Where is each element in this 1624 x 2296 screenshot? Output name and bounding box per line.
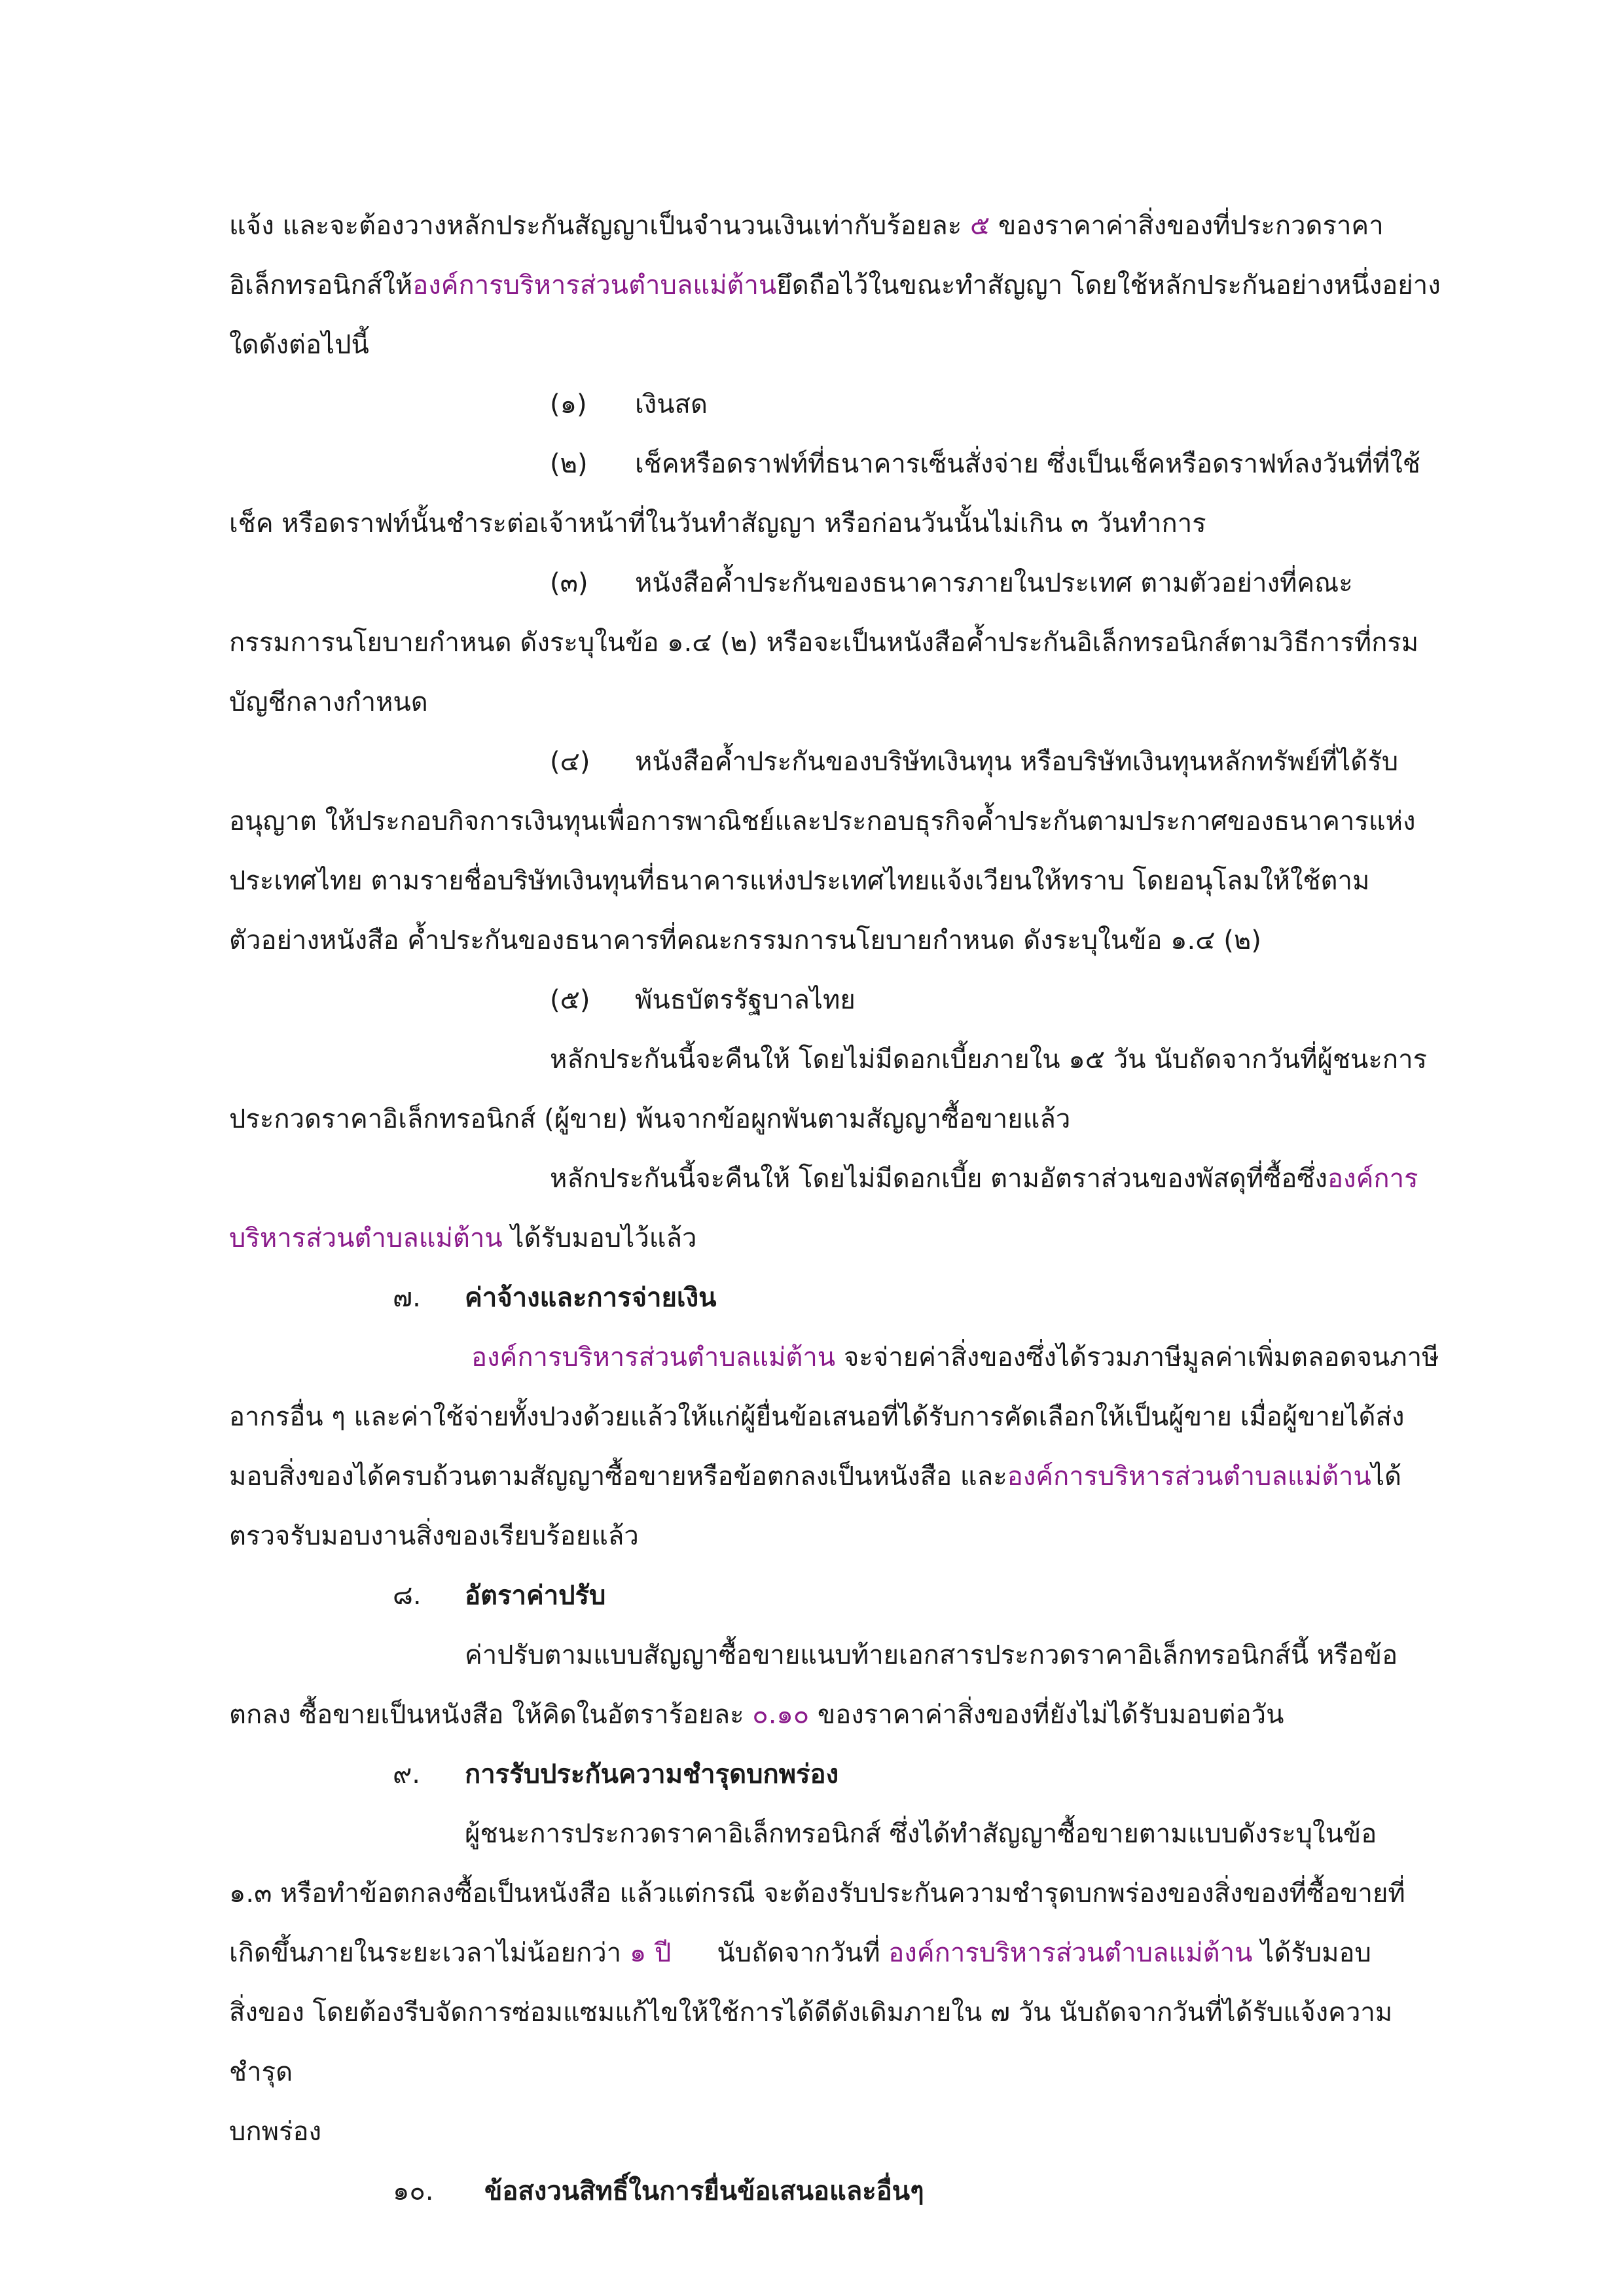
paragraph-return-2-cont	[229, 1209, 1453, 1268]
section-number: ๗.	[393, 1283, 421, 1313]
section-title: ข้อสงวนสิทธิ์ในการยื่นข้อเสนอและอื่นๆ	[484, 2176, 924, 2206]
section-7-line-4: ตรวจรับมอบงานสิ่งของเรียบร้อยแล้ว	[229, 1521, 639, 1551]
section-title: ค่าจ้างและการจ่ายเงิน	[465, 1283, 717, 1313]
org-name: องค์การบริหารส่วนตำบลแม่ต้าน	[471, 1342, 836, 1372]
section-9-line-4: สิ่งของ โดยต้องรีบจัดการซ่อมแซมแก้ไขให้ใช้การได้ดีดังเดิมภายใน ๗ วัน นับถัดจากวันที่ได้รับแจ้งความชำรุด	[229, 1998, 1393, 2087]
text: แจ้ง และจะต้องวางหลักประกันสัญญาเป็นจำนวนเงินเท่ากับร้อยละ	[229, 211, 970, 241]
text: หลักประกันนี้จะคืนให้ โดยไม่มีดอกเบี้ย ตามอัตราส่วนของพัสดุที่ซื้อซึ่ง	[550, 1164, 1328, 1194]
list-item	[229, 971, 1453, 1030]
section-heading-9	[229, 1745, 1453, 1804]
paragraph-guarantee-intro	[229, 196, 1453, 256]
item-number: (๑)	[550, 389, 587, 420]
item-continuation: ตัวอย่างหนังสือ ค้ำประกันของธนาคารที่คณะกรรมการนโยบายกำหนด ดังระบุในข้อ ๑.๔ (๒)	[229, 925, 1261, 956]
list-item	[229, 375, 1453, 435]
org-name: องค์การบริหารส่วนตำบลแม่ต้าน	[888, 1938, 1253, 1968]
section-9-line-3	[229, 1924, 1453, 1983]
item-continuation: กรรมการนโยบายกำหนด ดังระบุในข้อ ๑.๔ (๒) หรือจะเป็นหนังสือค้ำประกันอิเล็กทรอนิกส์ตามวิธีการที่กรม	[229, 628, 1419, 658]
section-heading-8	[229, 1566, 1453, 1626]
paragraph-return-2	[229, 1149, 1453, 1209]
section-8-line-2	[229, 1685, 1453, 1745]
section-8-line-1: ค่าปรับตามแบบสัญญาซื้อขายแนบท้ายเอกสารประกวดราคาอิเล็กทรอนิกส์นี้ หรือข้อ	[465, 1640, 1398, 1670]
org-name: องค์การบริหารส่วนตำบลแม่ต้าน	[412, 270, 777, 300]
section-heading-7	[229, 1268, 1453, 1328]
org-name: องค์การบริหารส่วนตำบลแม่ต้าน	[1007, 1462, 1371, 1492]
paragraph-guarantee-intro-3: ใดดังต่อไปนี้	[229, 330, 369, 360]
text: อิเล็กทรอนิกส์ให้	[229, 270, 413, 300]
item-text: หนังสือค้ำประกันของธนาคารภายในประเทศ ตามตัวอย่างที่คณะ	[635, 568, 1353, 598]
item-number: (๕)	[550, 985, 590, 1015]
text: ของราคาค่าสิ่งของที่ประกวดราคา	[990, 211, 1384, 241]
text: จะจ่ายค่าสิ่งของซึ่งได้รวมภาษีมูลค่าเพิ่มตลอดจนภาษี	[835, 1342, 1439, 1372]
section-title: อัตราค่าปรับ	[465, 1581, 606, 1611]
list-item	[229, 554, 1453, 613]
text: ได้	[1371, 1462, 1401, 1492]
text: ได้รับมอบไว้แล้ว	[502, 1223, 697, 1253]
section-7-line-1	[229, 1328, 1453, 1388]
org-name: บริหารส่วนตำบลแม่ต้าน	[229, 1223, 503, 1253]
period-value: ๑ ปี	[629, 1938, 672, 1968]
section-heading-10	[229, 2162, 1453, 2221]
rate-value: ๐.๑๐	[752, 1700, 810, 1730]
item-text: พันธบัตรรัฐบาลไทย	[635, 985, 856, 1015]
text: เกิดขึ้นภายในระยะเวลาไม่น้อยกว่า	[229, 1938, 630, 1968]
org-name: องค์การ	[1327, 1164, 1418, 1194]
item-number: (๔)	[550, 747, 590, 777]
text: มอบสิ่งของได้ครบถ้วนตามสัญญาซื้อขายหรือข้อตกลงเป็นหนังสือ และ	[229, 1462, 1007, 1492]
paragraph-guarantee-intro-2	[229, 256, 1453, 315]
item-number: (๒)	[550, 449, 588, 479]
item-continuation: อนุญาต ให้ประกอบกิจการเงินทุนเพื่อการพาณิชย์และประกอบธุรกิจค้ำประกันตามประกาศของธนาคารแห่ง	[229, 806, 1416, 836]
section-number: ๑๐.	[393, 2176, 434, 2206]
text: ยึดถือไว้ในขณะทำสัญญา โดยใช้หลักประกันอย่างหนึ่งอย่าง	[776, 270, 1441, 300]
section-number: ๘.	[393, 1581, 422, 1611]
text: ตกลง ซื้อขายเป็นหนังสือ ให้คิดในอัตราร้อยละ	[229, 1700, 753, 1730]
text: ได้รับมอบ	[1252, 1938, 1371, 1968]
item-number: (๓)	[550, 568, 588, 598]
section-7-line-2: อากรอื่น ๆ และค่าใช้จ่ายทั้งปวงด้วยแล้วให้แก่ผู้ยื่นข้อเสนอที่ได้รับการคัดเลือกให้เป็นผู้ขาย เมื่อผู้ขายได้ส่ง	[229, 1402, 1405, 1432]
paragraph-return-1: หลักประกันนี้จะคืนให้ โดยไม่มีดอกเบี้ยภายใน ๑๕ วัน นับถัดจากวันที่ผู้ชนะการ	[550, 1045, 1428, 1075]
section-7-line-3	[229, 1447, 1453, 1507]
section-9-line-2: ๑.๓ หรือทำข้อตกลงซื้อเป็นหนังสือ แล้วแต่กรณี จะต้องรับประกันความชำรุดบกพร่องของสิ่งของที่ซื้อขายที่	[229, 1878, 1405, 1909]
section-9-line-5: บกพร่อง	[229, 2117, 322, 2147]
item-continuation: ประเทศไทย ตามรายชื่อบริษัทเงินทุนที่ธนาคารแห่งประเทศไทยแจ้งเวียนให้ทราบ โดยอนุโลมให้ใช้ตาม	[229, 866, 1370, 896]
document-page	[229, 196, 1453, 2221]
text: นับถัดจากวันที่	[717, 1938, 889, 1968]
list-item	[229, 435, 1453, 494]
percent-value: ๕	[969, 211, 990, 241]
section-title: การรับประกันความชำรุดบกพร่อง	[465, 1759, 839, 1789]
item-continuation: เช็ค หรือดราฟท์นั้นชำระต่อเจ้าหน้าที่ในวันทำสัญญา หรือก่อนวันนั้นไม่เกิน ๓ วันทำการ	[229, 509, 1206, 539]
item-text: หนังสือค้ำประกันของบริษัทเงินทุน หรือบริษัทเงินทุนหลักทรัพย์ที่ได้รับ	[635, 747, 1399, 777]
paragraph-return-1-cont: ประกวดราคาอิเล็กทรอนิกส์ (ผู้ขาย) พ้นจากข้อผูกพันตามสัญญาซื้อขายแล้ว	[229, 1104, 1071, 1134]
text: ของราคาค่าสิ่งของที่ยังไม่ได้รับมอบต่อวัน	[809, 1700, 1284, 1730]
section-9-line-1: ผู้ชนะการประกวดราคาอิเล็กทรอนิกส์ ซึ่งได้ทำสัญญาซื้อขายตามแบบดังระบุในข้อ	[465, 1819, 1377, 1849]
section-number: ๙.	[393, 1759, 421, 1789]
item-continuation: บัญชีกลางกำหนด	[229, 687, 428, 717]
list-item	[229, 732, 1453, 792]
item-text: เช็คหรือดราฟท์ที่ธนาคารเซ็นสั่งจ่าย ซึ่งเป็นเช็คหรือดราฟท์ลงวันที่ที่ใช้	[635, 449, 1420, 479]
item-text: เงินสด	[635, 389, 708, 420]
